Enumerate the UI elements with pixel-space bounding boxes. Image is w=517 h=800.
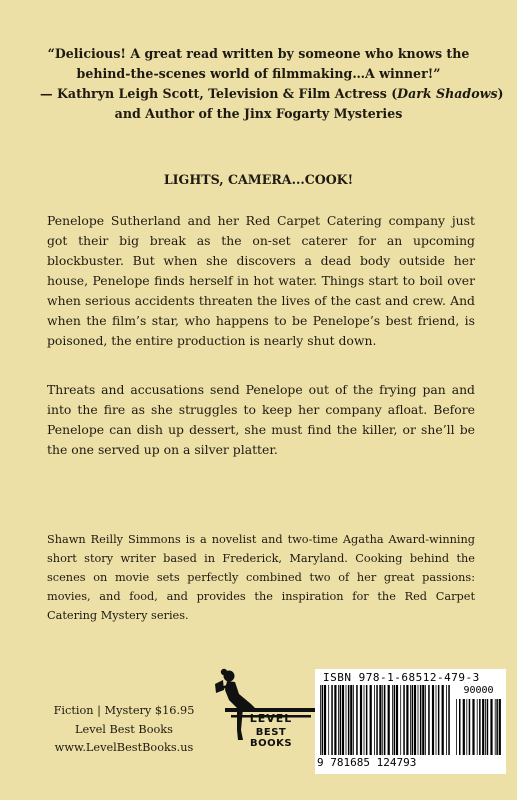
barcode-bar [469, 699, 471, 755]
barcode-bar [495, 699, 496, 755]
barcode-bar [324, 685, 326, 755]
quote-line-1: “Delicious! A great read written by someone who knows the [47, 46, 470, 61]
barcode-bar [482, 699, 484, 755]
barcode-bar [370, 685, 372, 755]
logo-text-bottom: BEST BOOKS [249, 727, 293, 749]
barcode-bar [456, 699, 457, 755]
attribution-prefix: — Kathryn Leigh Scott, Television & Film Actress ( [40, 86, 398, 101]
barcode-bar [376, 685, 378, 755]
barcode-bar [463, 699, 465, 755]
barcode-bar [320, 685, 321, 755]
barcode-bar [422, 685, 424, 755]
barcode-bar [414, 685, 416, 755]
barcode-bar [374, 685, 375, 755]
barcode-bar [466, 699, 467, 755]
publisher-name: Level Best Books [75, 722, 173, 736]
tagline-heading: LIGHTS, CAMERA...COOK! [163, 172, 354, 187]
barcode-bar [388, 685, 390, 755]
barcode-bar [459, 699, 461, 755]
isbn-label: ISBN 978-1-68512-479-3 [323, 671, 480, 684]
barcode-bar [418, 685, 419, 755]
attribution-line-1 [40, 84, 504, 104]
barcode-bar [472, 699, 474, 755]
barcode-bar [446, 685, 447, 755]
barcode-bar [334, 685, 336, 755]
review-blurb [40, 44, 504, 124]
logo-wordmark [236, 712, 306, 749]
price-code: 90000 [463, 685, 494, 696]
barcode-bar [396, 685, 398, 755]
barcode-bar [487, 699, 489, 755]
barcode-bar [499, 699, 501, 755]
barcode-bar [353, 685, 354, 755]
barcode-bar [496, 699, 498, 755]
barcode-bar [328, 685, 329, 755]
barcode-bar [479, 699, 481, 755]
barcode-bar [428, 685, 430, 755]
attribution-line-2: and Author of the Jinx Fogarty Mysteries [114, 106, 403, 121]
isbn-barcode [315, 669, 506, 774]
barcode-bar [448, 685, 450, 755]
barcode-bar [364, 685, 365, 755]
attribution-suffix: ) [497, 86, 504, 101]
barcode-bar [338, 685, 339, 755]
publisher-website: www.LevelBestBooks.us [54, 741, 194, 754]
barcode-bar [342, 685, 344, 755]
barcode-bar [436, 685, 437, 755]
barcode-bar [360, 685, 362, 755]
barcode-bar [406, 685, 408, 755]
barcode-bar [366, 685, 368, 755]
ean-barcode-bars [319, 685, 452, 755]
barcode-bar [331, 685, 333, 755]
barcode-bar [348, 685, 350, 755]
barcode-bar [340, 685, 342, 755]
barcode-bar [346, 685, 347, 755]
barcode-bar [442, 685, 444, 755]
barcode-bar [490, 699, 492, 755]
ean-digits: 9 781685 124793 [317, 756, 417, 769]
barcode-bar [356, 685, 358, 755]
description-paragraph-1: Penelope Sutherland and her Red Carpet Catering company just got their big break as the on-set caterer for an upcoming blockbuster. But when she discovers a dead body outside her house, Penelope finds herself in hot water. Things start to boil over when serious accidents threaten the lives of the cast and crew. And when the film’s star, who happens to be Penelope’s best friend, is poisoned, the entire production is nearly shut down. [47, 213, 475, 348]
barcode-bar [420, 685, 422, 755]
barcode-bar [403, 685, 405, 755]
barcode-bar [438, 685, 440, 755]
author-bio: Shawn Reilly Simmons is a novelist and two-time Agatha Award-winning short story writer based in Frederick, Maryland. Cooking behind the scenes on movie sets perfectly combined two of her great passions: movies, and food, and provides the inspiration for the Red Carpet Catering Mystery series. [47, 533, 475, 622]
barcode-bar [412, 685, 414, 755]
barcode-bar [410, 685, 411, 755]
price-barcode-bars [455, 699, 502, 755]
barcode-bar [379, 685, 381, 755]
quote-line-2: behind-the-scenes world of filmmaking…A winner!” [76, 66, 441, 81]
publisher-info [44, 702, 204, 758]
barcode-bar [400, 685, 401, 755]
show-title: Dark Shadows [397, 86, 498, 101]
genre-price: Fiction | Mystery $16.95 [53, 704, 195, 717]
barcode-bar [350, 685, 352, 755]
description-paragraph-2: Threats and accusations send Penelope out of the frying pan and into the fire as she struggles to keep her company afloat. Before Penelope can dish up dessert, she must find the killer, or she’ll be the one served up on a silver platter. [47, 382, 475, 457]
barcode-bar [432, 685, 434, 755]
barcode-bar [322, 685, 324, 755]
barcode-bar [394, 685, 396, 755]
barcode-bar [485, 699, 486, 755]
barcode-bar [477, 699, 478, 755]
logo-text-top: LEVEL [249, 712, 293, 725]
barcode-bar [382, 685, 383, 755]
barcode-bar [425, 685, 426, 755]
barcode-bar [392, 685, 393, 755]
barcode-bar [384, 685, 386, 755]
